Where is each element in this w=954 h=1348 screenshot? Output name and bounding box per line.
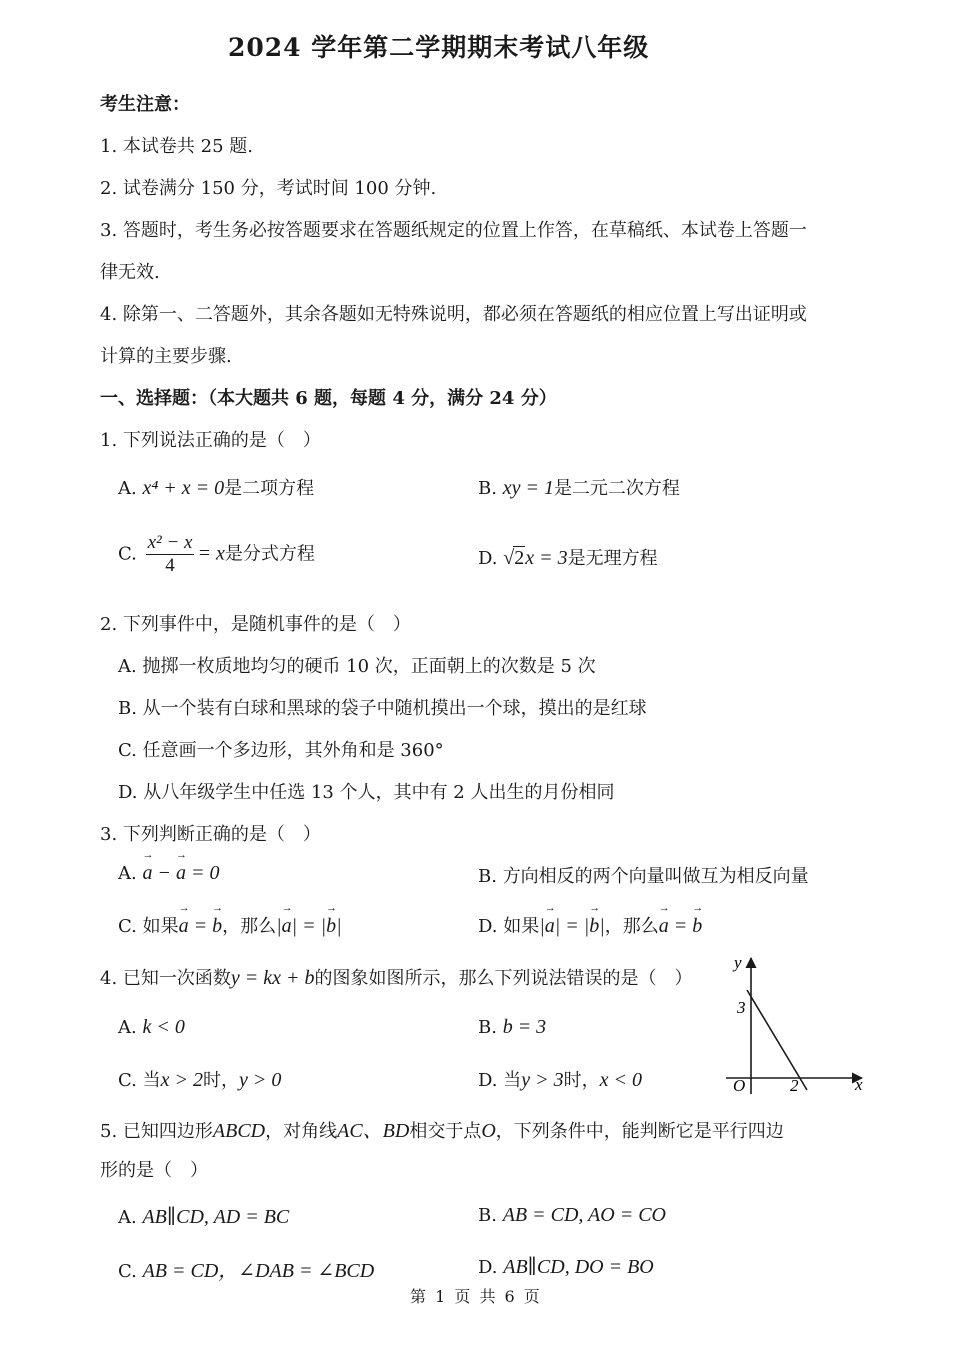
- notice-item-2: 2. 试卷满分 150 分，考试时间 100 分钟.: [100, 178, 437, 199]
- q2-option-c[interactable]: C. 任意画一个多边形，其外角和是 360°: [118, 740, 444, 761]
- q1-option-d[interactable]: D. √2x = 3是无理方程: [478, 547, 658, 569]
- q1-a-math: x⁴ + x = 0: [142, 477, 225, 499]
- q1-option-c[interactable]: C. $\frac{\text{x² − x}}{4}$ = x是分式方程: [118, 532, 315, 576]
- y-intercept-label: 3: [737, 998, 746, 1017]
- function-line: [747, 990, 807, 1090]
- notice-item-3: 3. 答题时，考生务必按答题要求在答题纸规定的位置上作答，在草稿纸、本试卷上答题一: [100, 220, 807, 241]
- notice-item-4-cont: 计算的主要步骤.: [100, 346, 232, 367]
- q1-b-math: xy = 1: [502, 477, 554, 499]
- q2-option-b[interactable]: B. 从一个装有白球和黑球的袋子中随机摸出一个球，摸出的是红球: [118, 698, 647, 719]
- q1-option-a[interactable]: A. x⁴ + x = 0是二项方程: [118, 477, 315, 499]
- q4-option-a[interactable]: A. k < 0: [118, 1016, 185, 1038]
- page-footer: 第 1 页 共 6 页: [410, 1287, 542, 1306]
- notice-item-1: 1. 本试卷共 25 题.: [100, 136, 253, 157]
- q3-stem: 3. 下列判断正确的是（ ）: [100, 824, 321, 845]
- section-heading: 一、选择题：（本大题共 6 题，每题 4 分，满分 24 分）: [100, 388, 557, 409]
- y-axis-label: y: [734, 953, 742, 972]
- x-intercept-label: 2: [790, 1076, 799, 1095]
- x-axis-label: x: [855, 1075, 863, 1094]
- origin-label: O: [733, 1076, 746, 1095]
- q1-option-b[interactable]: B. xy = 1是二元二次方程: [478, 477, 680, 499]
- q1-d-math: √2x = 3: [503, 547, 568, 569]
- exam-title: 2024 学年第二学期期末考试八年级: [228, 33, 650, 62]
- q3-option-a[interactable]: A. → a − → a = 0: [118, 862, 219, 885]
- notice-item-3-cont: 律无效.: [100, 262, 160, 283]
- notice-heading: 考生注意：: [100, 94, 190, 115]
- q4-option-c[interactable]: C. 当x > 2时，y > 0: [118, 1069, 282, 1091]
- q4-function-graph: [722, 950, 872, 1096]
- q2-stem: 2. 下列事件中，是随机事件的是（ ）: [100, 614, 411, 635]
- q5-stem-cont: 形的是（ ）: [100, 1160, 208, 1181]
- q1-c-fraction: $\frac{\text{x² − x}}{4}$: [147, 532, 193, 576]
- q5-option-b[interactable]: B. AB = CD, AO = CO: [478, 1204, 666, 1226]
- q5-option-c[interactable]: C. AB = CD，∠DAB = ∠BCD: [118, 1260, 375, 1282]
- q5-option-a[interactable]: A. AB∥CD, AD = BC: [118, 1206, 290, 1228]
- q4-stem: 4. 已知一次函数y = kx + b的图象如图所示，那么下列说法错误的是（ ）: [100, 967, 693, 989]
- q5-stem: 5. 已知四边形ABCD，对角线AC、BD相交于点O，下列条件中，能判断它是平行四边: [100, 1120, 784, 1142]
- q3-option-b[interactable]: B. 方向相反的两个向量叫做互为相反向量: [478, 866, 809, 887]
- q3-option-c[interactable]: C. 如果→ a = → b，那么|→ a| = |→ b|: [118, 912, 342, 938]
- q3-option-d[interactable]: D. 如果|→ a| = |→ b|，那么→ a = → b: [478, 912, 702, 938]
- q2-option-a[interactable]: A. 抛掷一枚质地均匀的硬币 10 次，正面朝上的次数是 5 次: [118, 656, 596, 677]
- q5-option-d[interactable]: D. AB∥CD, DO = BO: [478, 1256, 654, 1278]
- q4-option-d[interactable]: D. 当y > 3时，x < 0: [478, 1069, 642, 1091]
- q4-option-b[interactable]: B. b = 3: [478, 1016, 547, 1038]
- q3-a-math: → a − → a = 0: [142, 862, 219, 884]
- q1-stem: 1. 下列说法正确的是（ ）: [100, 430, 321, 451]
- q2-option-d[interactable]: D. 从八年级学生中任选 13 个人，其中有 2 人出生的月份相同: [118, 782, 615, 803]
- notice-item-4: 4. 除第一、二答题外，其余各题如无特殊说明，都必须在答题纸的相应位置上写出证明或: [100, 304, 807, 325]
